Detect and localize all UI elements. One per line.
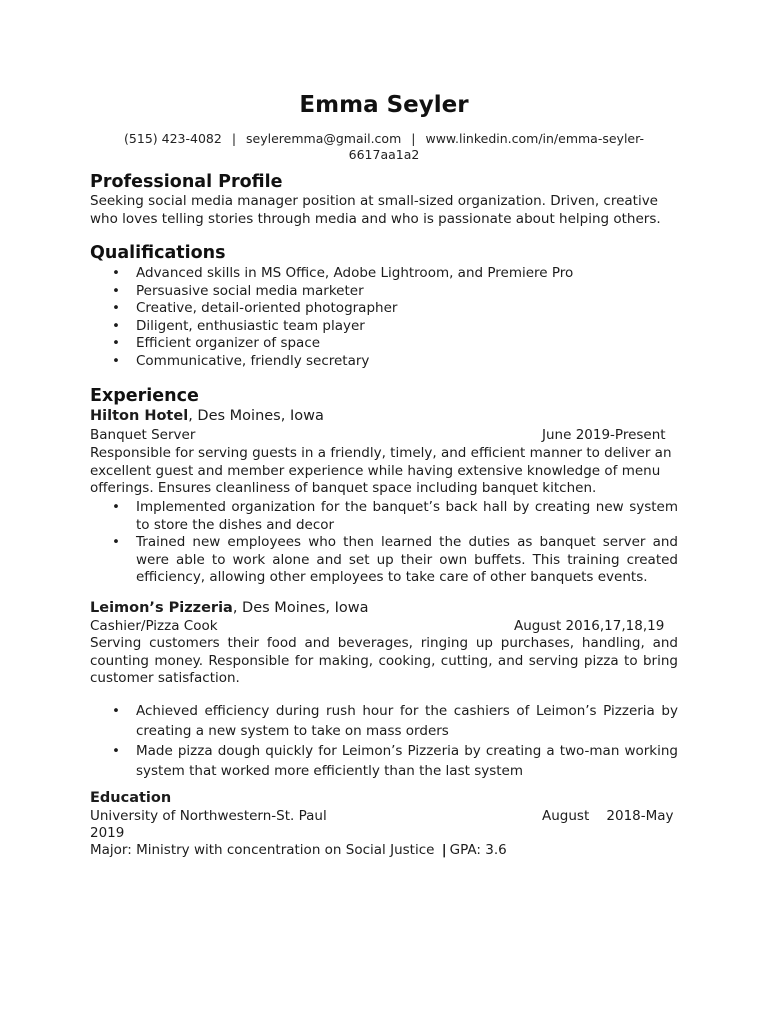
- major-divider: |: [441, 842, 447, 858]
- job-location: , Des Moines, Iowa: [188, 408, 324, 424]
- education-row: [90, 808, 678, 826]
- employer-name: Leimon’s Pizzeria: [90, 600, 233, 616]
- qualification-text: Efficient organizer of space: [136, 335, 321, 351]
- qualification-text: Diligent, enthusiastic team player: [136, 317, 365, 334]
- list-item: [90, 335, 678, 353]
- bullet-text: Achieved efficiency during rush hour for the cashiers of Leimon’s Pizzeria by creating a new system to take on mass orders: [136, 703, 678, 739]
- bullet-text: Implemented organization for the banquet’s back hall by creating new system to store the dishes and decor: [136, 499, 678, 533]
- job-bullets: [90, 499, 678, 587]
- qualification-text: Advanced skills in MS Office, Adobe Lightroom, and Premiere Pro: [136, 265, 574, 281]
- bullet-icon: •: [112, 282, 120, 299]
- gpa: GPA: 3.6: [449, 842, 507, 858]
- bullet-icon: •: [112, 499, 120, 515]
- candidate-name: Emma Seyler: [299, 92, 469, 118]
- school-name: University of Northwestern-St. Paul: [90, 808, 327, 824]
- linkedin-url[interactable]: www.linkedin.com/in/emma-seyler-6617aa1a2: [348, 131, 644, 162]
- role-dates: June 2019-Present: [542, 427, 666, 443]
- bullet-text: Made pizza dough quickly for Leimon’s Pizzeria by creating a two-man working system that worked more efficiently than the last system: [136, 743, 678, 779]
- role-row: [90, 427, 678, 445]
- job-title-line: [90, 408, 324, 424]
- bullet-icon: •: [112, 703, 120, 719]
- qualification-text: Creative, detail-oriented photographer: [136, 300, 398, 316]
- list-item: [90, 318, 678, 336]
- job-title-line: [90, 600, 369, 616]
- profile-text: Seeking social media manager position at small-sized organization. Driven, creative who loves telling stories through media and who is passionate about helping others.: [90, 193, 661, 227]
- role-dates: August 2016,17,18,19: [514, 618, 665, 634]
- phone-number: (515) 423-4082: [124, 131, 222, 146]
- list-item: [90, 741, 678, 781]
- job-description: Responsible for serving guests in a friendly, timely, and efficient manner to deliver an excellent guest and member experience while having extensive knowledge of menu offerings. Ensures cleanliness of banquet space including banquet kitchen.: [90, 445, 672, 496]
- list-item: [90, 300, 678, 318]
- role-title: Cashier/Pizza Cook: [90, 618, 218, 634]
- bullet-icon: •: [112, 300, 120, 316]
- qualifications-list: [90, 265, 678, 370]
- bullet-icon: •: [112, 743, 120, 759]
- job-description: Serving customers their food and beverages, ringing up purchases, handling, and counting money. Responsible for making, cooking, cutting, and serving pizza to bring customer satisfaction.: [90, 635, 678, 686]
- list-item: [90, 265, 678, 283]
- list-item: [90, 701, 678, 741]
- employer-name: Hilton Hotel: [90, 408, 189, 424]
- education-dates: August 2018-May: [542, 808, 674, 824]
- role-title: Banquet Server: [90, 427, 196, 443]
- job-bullets: [90, 701, 678, 781]
- contact-separator: |: [411, 131, 416, 146]
- qualification-text: Persuasive social media marketer: [136, 282, 364, 299]
- contact-line: [110, 131, 658, 163]
- bullet-icon: •: [112, 265, 120, 281]
- education-heading: Education: [90, 790, 172, 806]
- education-major-line: [90, 842, 678, 860]
- list-item: [90, 499, 678, 534]
- list-item: [90, 353, 678, 371]
- list-item: [90, 534, 678, 587]
- qualifications-heading: Qualifications: [90, 243, 226, 263]
- bullet-icon: •: [112, 317, 120, 334]
- bullet-icon: •: [112, 534, 120, 550]
- contact-separator: |: [231, 131, 237, 146]
- role-row: [90, 618, 678, 636]
- job-location: , Des Moines, Iowa: [232, 600, 369, 616]
- education-dates-continued: 2019: [90, 825, 125, 841]
- major: Major: Ministry with concentration on Social Justice: [90, 842, 435, 858]
- bullet-icon: •: [112, 352, 120, 369]
- qualification-text: Communicative, friendly secretary: [136, 352, 370, 369]
- email-address[interactable]: seyleremma@gmail.com: [246, 131, 402, 146]
- experience-heading: Experience: [90, 386, 199, 406]
- profile-heading: Professional Profile: [90, 172, 283, 192]
- list-item: [90, 283, 678, 301]
- bullet-icon: •: [112, 335, 120, 351]
- bullet-text: Trained new employees who then learned the duties as banquet server and were able to work alone and set up their own buffets. This training created efficiency, allowing other employees to take care of other banquets events.: [136, 534, 678, 585]
